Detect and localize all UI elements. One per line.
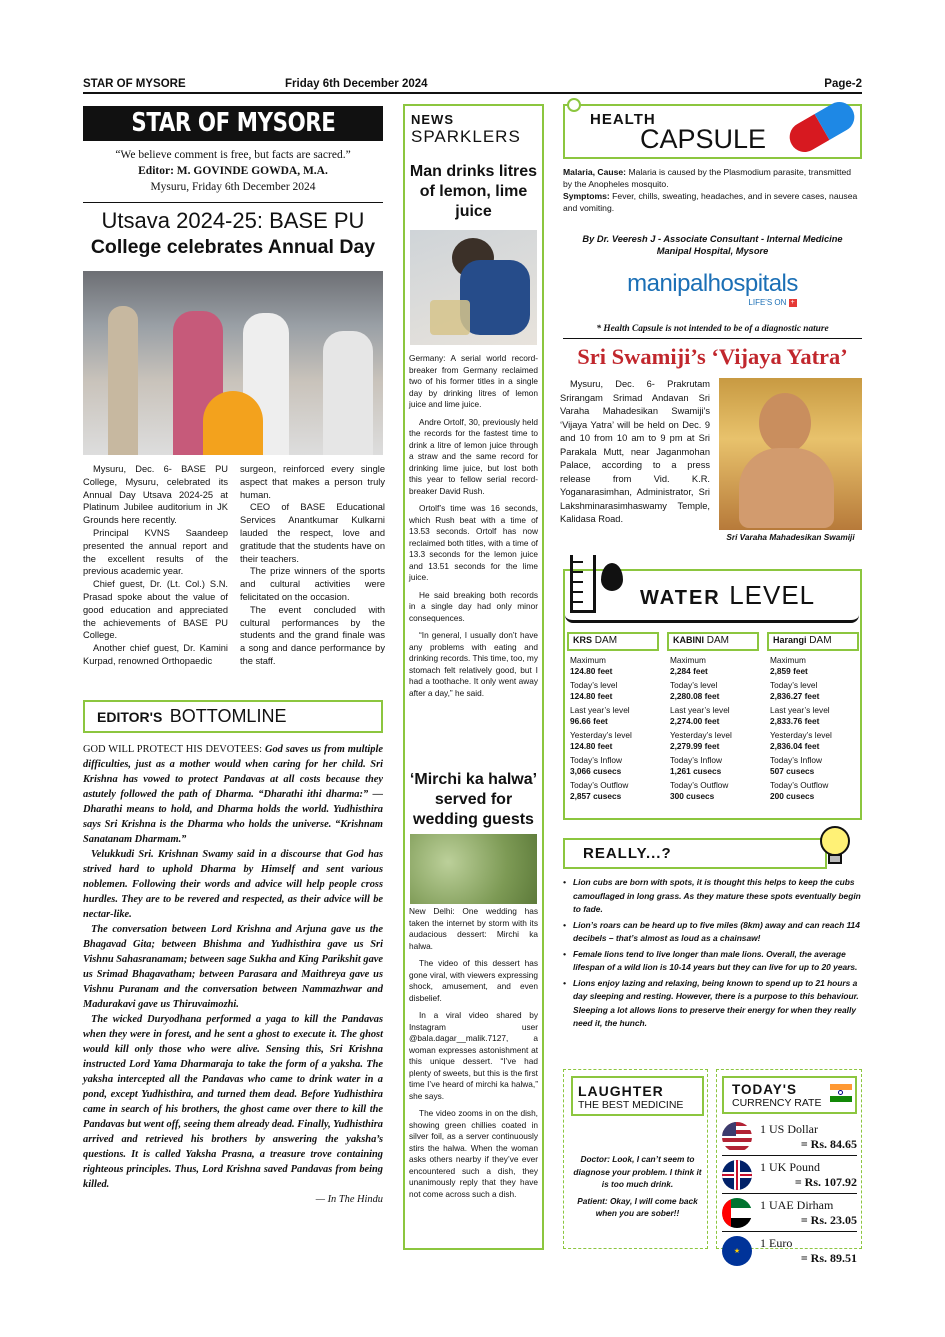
row-label: Today’s level bbox=[670, 680, 718, 690]
row-label: Today’s Inflow bbox=[570, 755, 622, 765]
currency-rate: = Rs. 23.05 bbox=[800, 1212, 857, 1227]
row-label: Maximum bbox=[770, 655, 806, 665]
label-news: NEWS bbox=[411, 112, 454, 127]
paragraph: Velukkudi Sri. Krishnan Swamy said in a discourse that God has strived hard to uphold Dharma by Himself and sent various noblemen. Following their words and advice will help people cross hurdles. They are to be revered and respected, as their advice will be nectar-like. bbox=[83, 849, 383, 920]
row-value: 2,857 cusecs bbox=[570, 791, 622, 801]
currency-rate: = Rs. 107.92 bbox=[794, 1174, 857, 1189]
paragraph: Chief guest, Dr. (Lt. Col.) S.N. Prasad spoke about the value of good education and appreciated the achievements of BASE PU College. bbox=[83, 579, 228, 641]
currency-row-gbp bbox=[722, 1156, 857, 1194]
currency-unit: 1 UAE Dirham bbox=[760, 1197, 834, 1212]
bulb-icon bbox=[818, 826, 852, 866]
utsava-photo bbox=[83, 271, 383, 455]
paragraph: Germany: A serial world record-breaker from Germany reclaimed two of his former titles in a single day by drinking litres of lemon juice and lime juice. bbox=[409, 353, 538, 409]
water-wave-icon bbox=[565, 615, 859, 623]
news1-photo bbox=[410, 230, 537, 345]
india-flag-icon bbox=[830, 1084, 852, 1102]
currency-rate: = Rs. 89.51 bbox=[800, 1251, 857, 1265]
swamiji-photo bbox=[719, 378, 862, 530]
masthead-info bbox=[83, 147, 383, 195]
news2-photo bbox=[410, 834, 537, 904]
label-light: BOTTOMLINE bbox=[169, 706, 287, 726]
label-currency-rate: CURRENCY RATE bbox=[732, 1097, 822, 1109]
currency-rate: = Rs. 84.65 bbox=[800, 1136, 857, 1151]
water-level-icon bbox=[568, 555, 628, 615]
currency-unit: 1 Euro bbox=[760, 1236, 793, 1250]
running-header bbox=[83, 78, 862, 94]
paragraph: Ortolf’s time was 16 seconds, which Rush beat with a time of 13.53 seconds. Ortolf has now reclaimed both titles, with a time of 13.3 seconds for the lemon juice and 13.51 seconds for the lime juice. bbox=[409, 503, 538, 582]
cause-text: Malaria is caused by the Plasmodium parasite, transmitted by the Anopheles mosquito. bbox=[563, 167, 852, 189]
health-symptoms bbox=[563, 190, 862, 214]
dam-name: KRS bbox=[573, 635, 593, 645]
divider bbox=[83, 202, 383, 203]
news-sparklers-label bbox=[411, 112, 536, 147]
row-label: Today’s level bbox=[770, 680, 818, 690]
row-label: Yesterday’s level bbox=[670, 730, 732, 740]
row-label: Today’s Outflow bbox=[570, 780, 629, 790]
paragraph: The conversation between Lord Krishna and Arjuna gave us the Bhagavad Gita; between Bhishma and Yudhisthira gave us Sri Vishnu Sahasranamam; between sage Sukha and King Parikshit gave us Srimad Bhagavatham; between Parasara and Maithreya gave us Vishnu Puranam and the conversation between Nammazhwar and Madurakavi gave us Thiruvaimozhi. bbox=[83, 924, 383, 1010]
cause-label: Malaria, Cause: bbox=[563, 167, 627, 177]
manipal-logo bbox=[563, 270, 862, 307]
really-list bbox=[563, 876, 862, 1031]
paragraph: Andre Ortolf, 30, previously held the records for the fastest time to drink a litre of lemon juice through a straw and the same record for drinking lime juice, but lost both this year to fellow serial record-breaker David Rush. bbox=[409, 416, 538, 496]
dam-suffix: DAM bbox=[809, 635, 832, 646]
tagline-text: LIFE'S ON bbox=[748, 298, 787, 307]
label-best-medicine: THE BEST MEDICINE bbox=[578, 1099, 684, 1111]
row-value: 2,279.99 feet bbox=[670, 741, 720, 751]
capsule-icon bbox=[784, 97, 860, 158]
row-value: 96.66 feet bbox=[570, 716, 608, 726]
label-bold: EDITOR'S bbox=[97, 709, 163, 725]
header-page-number: Page-2 bbox=[824, 78, 862, 90]
row-label: Last year’s level bbox=[570, 705, 630, 715]
editors-bottomline-label bbox=[83, 700, 383, 733]
symptoms-text: Fever, chills, sweating, headaches, and in severe cases, nausea and vomiting. bbox=[563, 191, 858, 213]
paragraph: In a viral video shared by Instagram user @bala.dagar__malik.7127, a woman expresses astonishment at this unique dessert. “I’ve had plenty of sweets, but this is the first time I’ve heard of mirchi ka halwa,” she says. bbox=[409, 1010, 538, 1101]
row-value: 3,066 cusecs bbox=[570, 766, 622, 776]
headline-line1: Utsava 2024-25: BASE PU bbox=[101, 208, 365, 233]
list-item-text: Lion’s roars can be heard up to five miles (8km) away and can reach 114 decibels – that’s almost as loud as a chainsaw! bbox=[573, 919, 860, 943]
paragraph: He said breaking both records in a single day had only minor consequences. bbox=[409, 589, 538, 623]
list-item: • Female lions tend to live longer than male lions. Overall, the average lifespan of a wild lion is 10-14 years but they can live for up to 20 years. bbox=[563, 948, 862, 975]
row-value: 507 cusecs bbox=[770, 766, 815, 776]
health-disclaimer: * Health Capsule is not intended to be of a diagnostic nature bbox=[596, 324, 829, 334]
water-level-title bbox=[640, 580, 815, 611]
paragraph: The prize winners of the sports and cultural activities were felicitated on the occasion. bbox=[240, 566, 385, 602]
paragraph bbox=[83, 742, 383, 847]
row-label: Maximum bbox=[570, 655, 606, 665]
dam-rows bbox=[767, 655, 859, 802]
list-item: • Lion cubs are born with spots, it is thought this helps to keep the cubs camouflaged in long grass. As they mature these spots eventually begin to fade. bbox=[563, 876, 862, 917]
paragraph: surgeon, reinforced every single aspect that makes a person truly human. bbox=[240, 464, 385, 500]
row-value: 2,274.00 feet bbox=[670, 716, 720, 726]
row-label: Today’s Inflow bbox=[670, 755, 722, 765]
row-label: Today’s Inflow bbox=[770, 755, 822, 765]
masthead-editor: Editor: M. GOVINDE GOWDA, M.A. bbox=[138, 165, 328, 177]
paragraph: New Delhi: One wedding has taken the internet by storm with its audacious dessert: Mirchi ka halwa. bbox=[409, 906, 538, 951]
really-label bbox=[563, 838, 827, 869]
row-value: 2,833.76 feet bbox=[770, 716, 820, 726]
label-laughter: LAUGHTER bbox=[578, 1083, 664, 1099]
headline-line2: College celebrates Annual Day bbox=[90, 236, 376, 258]
health-cause bbox=[563, 166, 862, 190]
news1-headline: Man drinks litres of lemon, lime juice bbox=[409, 163, 538, 220]
row-label: Today’s Outflow bbox=[770, 780, 829, 790]
row-value: 300 cusecs bbox=[670, 791, 715, 801]
paragraph: The video of this dessert has gone viral, with viewers expressing shock, amusement, and even disbelief. bbox=[409, 958, 538, 1003]
label-capsule: CAPSULE bbox=[640, 124, 767, 154]
masthead-motto: “We believe comment is free, but facts are sacred.” bbox=[115, 149, 351, 161]
masthead-dateline: Mysuru, Friday 6th December 2024 bbox=[150, 181, 316, 193]
us-flag-icon bbox=[722, 1122, 752, 1152]
row-label: Today’s level bbox=[570, 680, 618, 690]
row-value: 124.80 feet bbox=[570, 666, 613, 676]
divider bbox=[563, 338, 862, 339]
byline-doctor: By Dr. Veeresh J - Associate Consultant - Internal Medicine bbox=[582, 234, 843, 244]
list-item-text: Female lions tend to live longer than male lions. Overall, the average lifespan of a wild lion is 10-14 years but they can live for up to 20 years. bbox=[573, 948, 858, 972]
row-value: 2,836.27 feet bbox=[770, 691, 820, 701]
utsava-col1 bbox=[83, 463, 228, 668]
paragraph: “In general, I usually don’t have any problems with eating and drinking records. This time, too, my stomach felt relatively good, but I had a toothache. It only went away after a day,” he said. bbox=[409, 630, 538, 698]
dam-name: KABINI bbox=[673, 635, 704, 645]
paragraph: Another chief guest, Dr. Kamini Kurpad, renowned Orthopaedic bbox=[83, 643, 228, 666]
header-date: Friday 6th December 2024 bbox=[285, 78, 428, 90]
swamiji-body: Mysuru, Dec. 6- Prakrutam Srirangam Srimad Andavan Sri Varaha Mahadesikan Swamiji’s ‘Vijaya Yatra’ will be held on Dec. 9 and 10 from 10 am to 9 pm at Sri Parakala Mutt, near Jaganmohan Palace, according to a press release from Vid. K.R. Yoganarasimhan, Administrator, Sri Lakshminarasimhaswamy Temple, Kalidasa Road. bbox=[560, 379, 710, 524]
dam-kabini bbox=[667, 632, 759, 805]
eu-flag-icon: ★ bbox=[722, 1236, 752, 1266]
article-utsava-headline bbox=[83, 208, 383, 260]
currency-row-eur bbox=[722, 1232, 857, 1270]
health-capsule-label bbox=[563, 104, 862, 159]
row-value: 2,280.08 feet bbox=[670, 691, 720, 701]
row-label: Yesterday’s level bbox=[570, 730, 632, 740]
byline-hospital: Manipal Hospital, Mysore bbox=[656, 246, 769, 256]
swamiji-caption: Sri Varaha Mahadesikan Swamiji bbox=[726, 532, 855, 542]
label-health: HEALTH bbox=[590, 111, 656, 128]
list-item: • Lion’s roars can be heard up to five miles (8km) away and can reach 114 decibels – that’s almost as loud as a chainsaw! bbox=[563, 919, 862, 946]
credit: — In The Hindu bbox=[315, 1194, 383, 1205]
news1-body bbox=[409, 353, 538, 699]
row-label: Last year’s level bbox=[670, 705, 730, 715]
dam-suffix: DAM bbox=[594, 635, 618, 646]
row-value: 2,836.04 feet bbox=[770, 741, 820, 751]
dam-krs bbox=[567, 632, 659, 805]
paragraph: Mysuru, Dec. 6- BASE PU College, Mysuru, celebrated its Annual Day Utsava 2024-25 at Platinum Jubilee auditorium in JK Grounds here recently. bbox=[83, 464, 228, 526]
health-body bbox=[563, 166, 862, 214]
paragraph-text: God saves us from multiple difficulties, just as a mother would when caring for her child. Sri Krishna has vowed to protect Pandavas at all costs because they astutely followed the path of Dharma. “Dharathi ithi dharma:” — Dharathi means to hold, and Dharma holds the world. Yudhisthira says Sri Krishna is the Dharma who holds the universe. “Krishnam Sanatanam Dharmam.” bbox=[83, 744, 383, 845]
label-todays: TODAY'S bbox=[732, 1082, 797, 1097]
drop-cap-lead: GOD WILL PROTECT HIS DEVOTEES: bbox=[83, 744, 263, 755]
swamiji-headline: Sri Swamiji’s ‘Vijaya Yatra’ bbox=[577, 344, 848, 369]
row-value: 124.80 feet bbox=[570, 741, 613, 751]
news2-headline: ‘Mirchi ka halwa’ served for wedding guests bbox=[409, 771, 538, 828]
title-level: LEVEL bbox=[729, 580, 816, 610]
row-label: Maximum bbox=[670, 655, 706, 665]
row-label: Yesterday’s level bbox=[770, 730, 832, 740]
paragraph: The video zooms in on the dish, showing green chillies coated in silver foil, as a server continuously stirs the halwa. When the woman asks others nearby if they’ve ever encountered such a dish, they unanimously reply that they have not come across such a dish. bbox=[409, 1108, 538, 1199]
paragraph: The wicked Duryodhana performed a yaga to kill the Pandavas when they were in forest, and he sent a ghost to execute it. The ghost would kill only those who were alive. Sensing this, Sri Krishna instructed Lord Yama Dharmaraja to take the form of a yaksha. The yaksha intercepted all the Pandavas who came to drink water in a pond, except Yudhisthira, and turned them dead. Before Yudhisthira came in search of his brothers, the ghost came over there to kill the Pandavas but went off, seeing them already dead. Finally, Yudhisthira arrived and retrieved his brothers by answering the yaksha’s questions. It is called Yaksha Prasna, a treasure trove containing righteous principles. Thus, Lord Krishna saved Pandavas from being killed. bbox=[83, 1014, 383, 1190]
currency-unit: 1 UK Pound bbox=[760, 1159, 821, 1174]
joke-patient: Patient: Okay, I will come back when you are sober!! bbox=[577, 1195, 698, 1218]
row-value: 124.80 feet bbox=[570, 691, 613, 701]
symptoms-label: Symptoms: bbox=[563, 191, 610, 201]
title-water: WATER bbox=[640, 587, 721, 609]
joke-doctor: Doctor: Look, I can’t seem to diagnose your problem. I think it is too much drink. bbox=[573, 1154, 702, 1189]
row-label: Today’s Outflow bbox=[670, 780, 729, 790]
label-sparklers: SPARKLERS bbox=[411, 127, 521, 146]
news2-body bbox=[409, 906, 538, 1200]
uk-flag-icon bbox=[722, 1160, 752, 1190]
dam-rows bbox=[667, 655, 759, 802]
utsava-col2 bbox=[240, 463, 385, 668]
paragraph: CEO of BASE Educational Services Anantkumar Kulkarni lauded the respect, love and gratitude that the students have on their teachers. bbox=[240, 502, 385, 564]
row-value: 1,261 cusecs bbox=[670, 766, 722, 776]
list-item-text: Lion cubs are born with spots, it is thought this helps to keep the cubs camouflaged in long grass. As they mature these spots eventually begin to fade. bbox=[573, 877, 861, 914]
editors-bottomline-body bbox=[83, 742, 383, 1207]
row-value: 2,284 feet bbox=[670, 666, 708, 676]
laughter-joke bbox=[571, 1153, 704, 1220]
paragraph: Principal KVNS Saandeep presented the annual report and the excellent results of the previous academic year. bbox=[83, 527, 228, 577]
health-byline bbox=[563, 233, 862, 257]
currency-unit: 1 US Dollar bbox=[760, 1121, 818, 1136]
label-really: REALLY...? bbox=[583, 845, 672, 862]
list-item-text: Lions enjoy lazing and relaxing, being known to spend up to 21 hours a day sleeping and resting. However, there is a purpose to this behaviour. Sleeping a lot allows lions to preserve their energy for when they really need it, the hunch. bbox=[573, 977, 859, 1028]
logo-wordmark: manipalhospitals bbox=[627, 270, 798, 297]
dam-harangi bbox=[767, 632, 859, 805]
row-value: 2,859 feet bbox=[770, 666, 808, 676]
dam-name: Harangi bbox=[773, 635, 807, 645]
header-paper-name: STAR OF MYSORE bbox=[83, 78, 186, 90]
currency-row-usd bbox=[722, 1118, 857, 1156]
logo-tagline: LIFE'S ON + bbox=[748, 298, 795, 307]
currency-rows bbox=[722, 1118, 857, 1270]
row-value: 200 cusecs bbox=[770, 791, 815, 801]
row-label: Last year’s level bbox=[770, 705, 830, 715]
masthead-logo-text: STAR OF MYSORE bbox=[130, 108, 336, 138]
currency-row-aed bbox=[722, 1194, 857, 1232]
uae-flag-icon bbox=[722, 1198, 752, 1228]
laughter-label bbox=[571, 1076, 704, 1116]
dam-suffix: DAM bbox=[706, 635, 730, 646]
dam-rows bbox=[567, 655, 659, 802]
masthead-logo bbox=[83, 106, 383, 141]
currency-label bbox=[722, 1076, 857, 1114]
list-item: • Lions enjoy lazing and relaxing, being known to spend up to 21 hours a day sleeping and resting. However, there is a purpose to this behaviour. Sleeping a lot allows lions to preserve their energy for when they really need it, the hunch. bbox=[563, 977, 862, 1031]
paragraph: The event concluded with cultural performances by the students and the grand finale was a song and dance performance by the staff. bbox=[240, 604, 385, 666]
